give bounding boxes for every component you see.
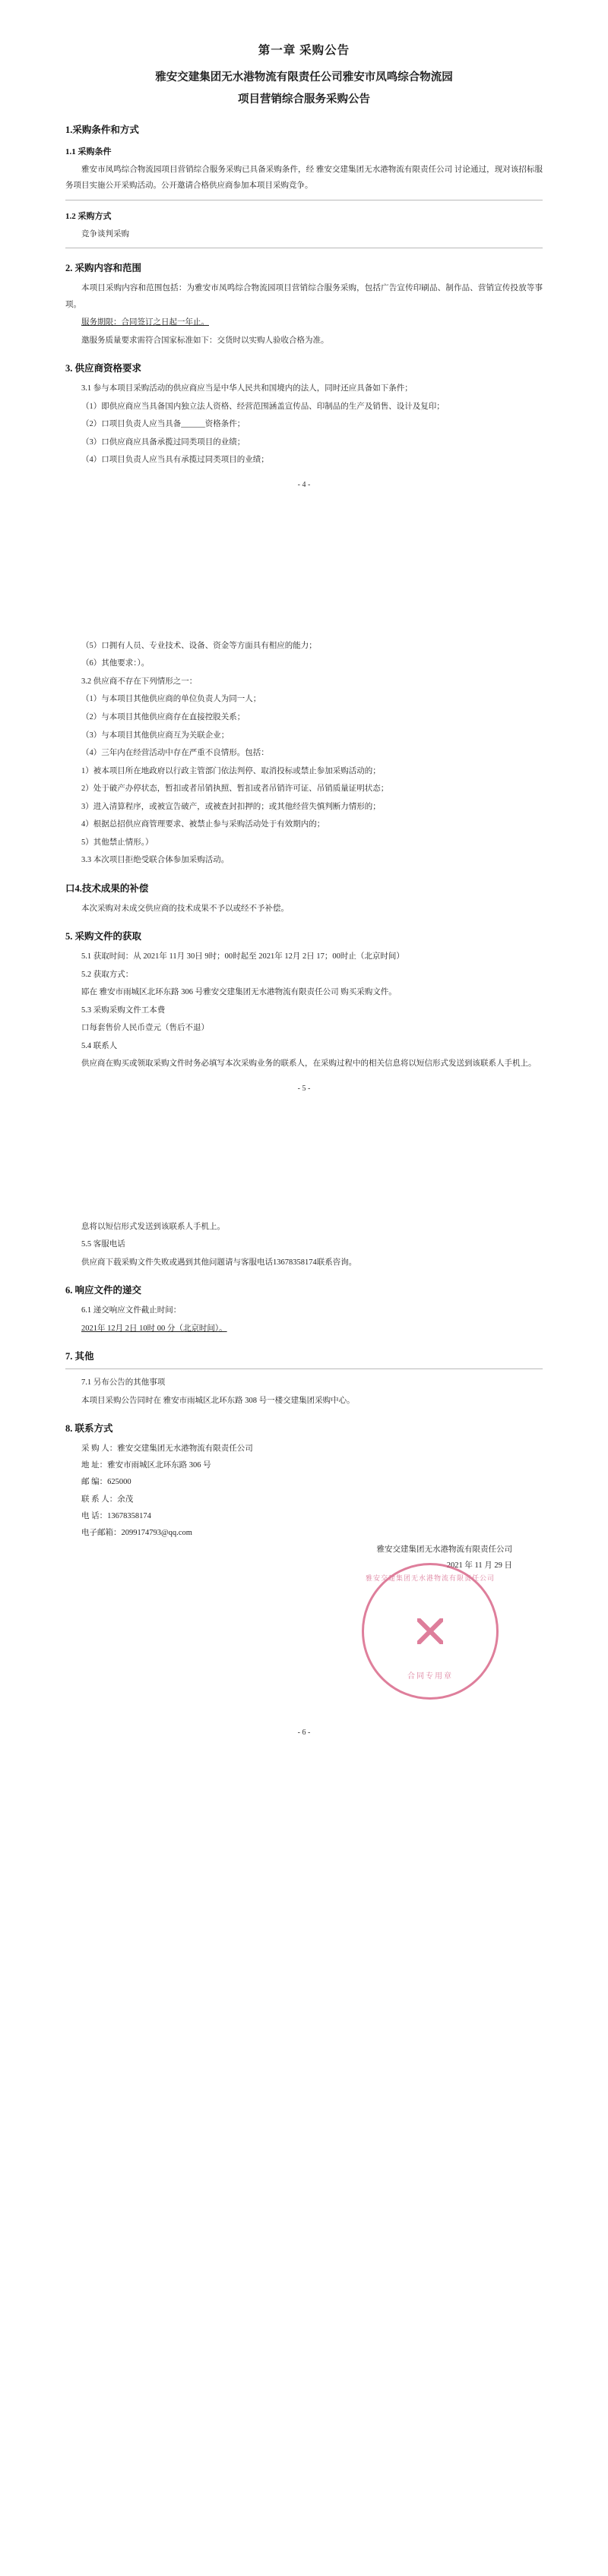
page-break-spacer-2 (65, 1093, 543, 1184)
paragraph-3-5: （4）口项目负责人应当具有承揽过同类项目的业绩； (81, 456, 269, 465)
contact-label-2: 邮 编： (81, 1478, 108, 1487)
paragraph-3-12: （4）三年内在经营活动中存在严重不良情形。包括： (81, 749, 269, 758)
page-number-3: - 6 - (297, 1728, 311, 1737)
paragraph-5-7: 供应商在购买或领取采购文件时务必填写本次采购业务的联系人，在采购过程中的相关信息将以短信形式发送到该联系人手机上。 (81, 1059, 537, 1069)
paragraph-5-5: 口每套售价人民币壹元（售后不退） (81, 1024, 209, 1033)
contact-row (65, 1457, 543, 1474)
page-2-sheet (0, 603, 608, 1184)
paragraph-3-14: 2）处于破产办停状态，暂扣或者吊销执照、暂扣或者吊销许可证、吊销质量证明状态； (81, 784, 389, 794)
paragraph-7-1: 7.1 另布公告的其他事项 (81, 1378, 166, 1387)
contact-label-3: 联 系 人： (81, 1495, 118, 1504)
paragraph-5-1: 5.1 获取时间：从 2021年 11月 30日 9时；00时起至 2021年 12月 2日 17；00时止（北京时间） (81, 952, 404, 961)
signature-block (65, 1542, 543, 1716)
signature-company: 雅安交建集团无水港物流有限责任公司 (376, 1545, 512, 1554)
paragraph-2-2: 服务期限：合同签订之日起一年止。 (81, 318, 209, 327)
page-number-2: - 5 - (297, 1084, 311, 1093)
contact-value-0: 雅安交建集团无水港物流有限责任公司 (117, 1444, 253, 1454)
paragraph-3-4: （3）口供应商应具备承揽过同类项目的业绩； (81, 437, 245, 447)
contact-row (65, 1441, 543, 1457)
seal-ring-top: 雅安交建集团无水港物流有限责任公司 (365, 1574, 496, 1582)
contact-label-0: 采 购 人： (81, 1444, 118, 1454)
section-heading-7: 7. 其他 (65, 1351, 94, 1362)
paragraph-3-17: 5）其他禁止情形。） (81, 838, 154, 847)
page-1-sheet (0, 0, 608, 603)
section-heading-3: 3. 供应商资格要求 (65, 363, 142, 374)
contact-value-3: 余茂 (117, 1495, 134, 1504)
paragraph-2-3: 邀服务质量要求需符合国家标准如下：交货时以实购人验收合格为准。 (81, 336, 329, 345)
divider (65, 1368, 543, 1369)
page-3-sheet (0, 1184, 608, 1737)
section-heading-6: 6. 响应文件的递交 (65, 1285, 142, 1296)
paragraph-5-8: 5.5 客服电话 (81, 1240, 125, 1249)
paragraph-5-3: 邼在 雅安市雨城区北环东路 306 号雅安交建集团无水港物流有限责任公司 购买采购文件。 (81, 988, 397, 997)
chapter-title: 第一章 采购公告 (258, 44, 350, 57)
paragraph-5-6: 5.4 联系人 (81, 1041, 118, 1050)
paragraph-2-1: 本项目采购内容和范围包括：为雅安市凤鸣综合物流园项目营销综合服务采购，包括广告宣传印刷品、制作品、营销宣传投放等事项。 (65, 284, 543, 309)
paragraph-3-9: （1）与本项目其他供应商的单位负责人为同一人； (81, 695, 261, 704)
paragraph-3-7: （6）其他要求：）。 (81, 659, 150, 668)
paragraph-7-2: 本项目采购公告同时在 雅安市雨城区北环东路 308 号一楼交建集团采购中心。 (81, 1396, 355, 1405)
paragraph-3-3: （2）口项目负责人应当具备______资格条件； (81, 420, 245, 429)
main-title-line-1: 雅安交建集团无水港物流有限责任公司雅安市凤鸣综合物流园 (155, 71, 453, 84)
section-heading-2: 2. 采购内容和范围 (65, 263, 142, 274)
paragraph-3-6: （5）口拥有人员、专业技术、设备、资金等方面具有相应的能力； (81, 641, 317, 650)
contact-value-5: 2099174793@qq.com (121, 1528, 192, 1537)
paragraph-6-1: 6.1 递交响应文件截止时间： (81, 1306, 182, 1315)
paragraph-3-11: （3）与本项目其他供应商互为关联企业； (81, 731, 230, 740)
section-subheading-1-1: 1.1 采购条件 (65, 147, 112, 156)
contact-row (65, 1525, 543, 1542)
main-title-line-2: 项目营销综合服务采购公告 (238, 93, 370, 106)
section-heading-1-2: 1.2 采购方式 (65, 211, 112, 221)
paragraph-1-1-1: 雅安市凤鸣综合物流园项目营销综合服务采购已具备采购条件，经 雅安交建集团无水港物流有限责任公司 讨论通过，现对该招标服务项目实施公开采购活动。公开邀请合格供应商参加本项目采购竞争。 (65, 165, 543, 191)
paragraph-3-2: （1）即供应商应当具备国内独立法人资格、经营范围涵盖宣传品、印制品的生产及销售、设计及复印； (81, 402, 445, 411)
contact-label-5: 电子邮箱： (81, 1528, 122, 1537)
signature-date: 2021 年 11 月 29 日 (446, 1561, 512, 1570)
page-number-1: - 4 - (297, 480, 311, 489)
paragraph-5-2: 5.2 获取方式： (81, 970, 134, 979)
paragraph-4-1: 本次采购对未成交供应商的技术成果不予以或经不予补偿。 (81, 904, 289, 913)
contact-row (65, 1474, 543, 1491)
paragraph-3-10: （2）与本项目其他供应商存在直接控股关系； (81, 713, 245, 721)
paragraph-6-2: 2021年 12月 2日 10时 00 分（北京时间）。 (81, 1324, 227, 1333)
paragraph-5-7-cont: 息将以短信形式发送到该联系人手机上。 (81, 1222, 225, 1231)
contact-label-1: 地 址： (81, 1461, 108, 1470)
contact-label-4: 电 话： (81, 1511, 108, 1520)
paragraph-3-18: 3.3 本次项目拒绝受联合体参加采购活动。 (81, 856, 230, 865)
seal-bottom-text: 合同专用章 (407, 1672, 453, 1681)
section-heading-8: 8. 联系方式 (65, 1423, 113, 1435)
paragraph-5-4: 5.3 采购采购文件工本费 (81, 1005, 166, 1015)
paragraph-5-9: 供应商下载采购文件失败或遇到其他问题请与客服电话13678358174联系咨询。 (81, 1258, 357, 1267)
paragraph-3-8: 3.2 供应商不存在下列情形之一： (81, 677, 198, 686)
contact-value-1: 雅安市雨城区北环东路 306 号 (107, 1461, 211, 1470)
company-seal-stamp (362, 1563, 499, 1700)
paragraph-3-1: 3.1 参与本项目采购活动的供应商应当是中华人民共和国境内的法人，同时还应具备如下条件； (81, 384, 413, 393)
page-break-spacer-1 (65, 489, 543, 603)
contact-value-2: 625000 (107, 1478, 131, 1487)
section-heading-1: 1.采购条件和方式 (65, 124, 139, 135)
contact-row (65, 1492, 543, 1508)
paragraph-3-13: 1）被本项目所在地政府以行政主管部门依法判停、取消投标或禁止参加采购活动的； (81, 766, 381, 775)
contact-row (65, 1508, 543, 1525)
paragraph-3-15: 3）进入清算程序，或被宣告破产，或被查封扣押的；或其他经营失慎判断力情形的； (81, 802, 381, 811)
contact-value-4: 13678358174 (107, 1511, 151, 1520)
paragraph-3-16: 4）根据总招供应商管理要求、被禁止参与采购活动处于有效期内的； (81, 820, 325, 829)
section-heading-4: 口4.技术成果的补偿 (65, 882, 149, 894)
section-heading-5: 5. 采购文件的获取 (65, 931, 142, 942)
paragraph-1-2-1: 竞争谈判采购 (81, 229, 129, 238)
